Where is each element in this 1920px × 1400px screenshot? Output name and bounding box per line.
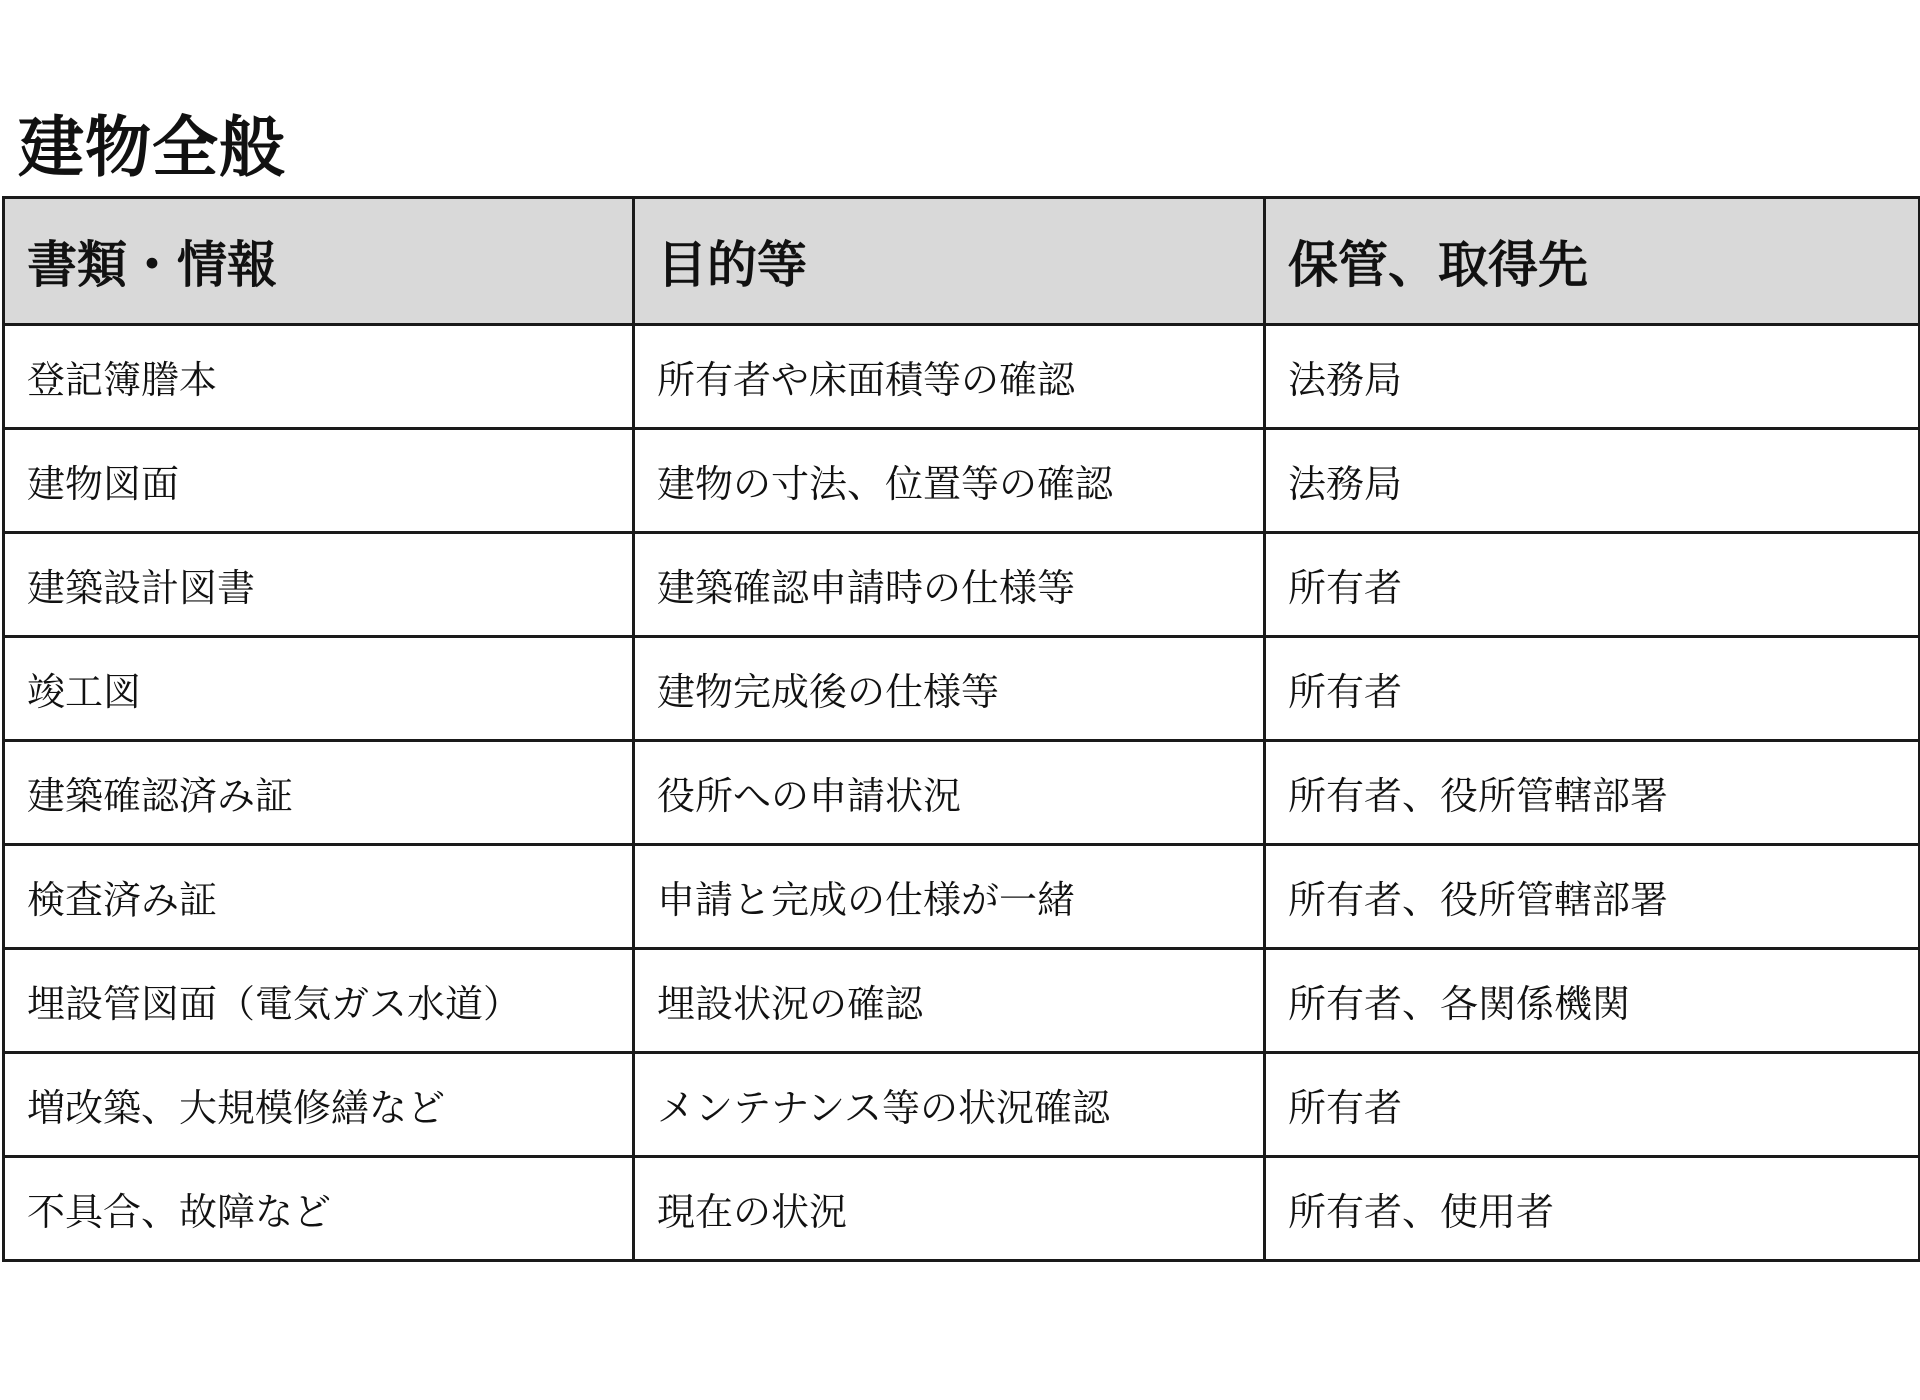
table-row: [4, 533, 1920, 637]
cell-document: 建築設計図書: [4, 533, 634, 637]
cell-document: 建物図面: [4, 429, 634, 533]
cell-storage-source: 法務局: [1265, 325, 1920, 429]
cell-document: 竣工図: [4, 637, 634, 741]
cell-storage-source: 所有者、各関係機関: [1265, 949, 1920, 1053]
table-row: [4, 325, 1920, 429]
cell-storage-source: 所有者: [1265, 533, 1920, 637]
cell-document: 検査済み証: [4, 845, 634, 949]
cell-purpose: 申請と完成の仕様が一緒: [634, 845, 1265, 949]
table-row: [4, 637, 1920, 741]
cell-purpose: 建物完成後の仕様等: [634, 637, 1265, 741]
cell-storage-source: 所有者: [1265, 1053, 1920, 1157]
cell-storage-source: 所有者: [1265, 637, 1920, 741]
cell-storage-source: 法務局: [1265, 429, 1920, 533]
cell-purpose: 現在の状況: [634, 1157, 1265, 1261]
header-purpose: 目的等: [634, 198, 1265, 325]
cell-document: 埋設管図面（電気ガス水道）: [4, 949, 634, 1053]
page-title: 建物全般: [18, 109, 286, 186]
documents-table: [2, 196, 1920, 1262]
table-header-row: [4, 198, 1920, 325]
cell-storage-source: 所有者、役所管轄部署: [1265, 741, 1920, 845]
table-row: [4, 429, 1920, 533]
cell-purpose: 建物の寸法、位置等の確認: [634, 429, 1265, 533]
cell-storage-source: 所有者、役所管轄部署: [1265, 845, 1920, 949]
cell-purpose: 埋設状況の確認: [634, 949, 1265, 1053]
cell-purpose: 建築確認申請時の仕様等: [634, 533, 1265, 637]
cell-document: 不具合、故障など: [4, 1157, 634, 1261]
table-row: [4, 1053, 1920, 1157]
table-row: [4, 741, 1920, 845]
table-row: [4, 949, 1920, 1053]
table-row: [4, 1157, 1920, 1261]
header-document: 書類・情報: [4, 198, 634, 325]
cell-document: 増改築、大規模修繕など: [4, 1053, 634, 1157]
cell-purpose: メンテナンス等の状況確認: [634, 1053, 1265, 1157]
header-storage-source: 保管、取得先: [1265, 198, 1920, 325]
table-row: [4, 845, 1920, 949]
cell-purpose: 所有者や床面積等の確認: [634, 325, 1265, 429]
cell-document: 建築確認済み証: [4, 741, 634, 845]
cell-document: 登記簿謄本: [4, 325, 634, 429]
cell-storage-source: 所有者、使用者: [1265, 1157, 1920, 1261]
cell-purpose: 役所への申請状況: [634, 741, 1265, 845]
